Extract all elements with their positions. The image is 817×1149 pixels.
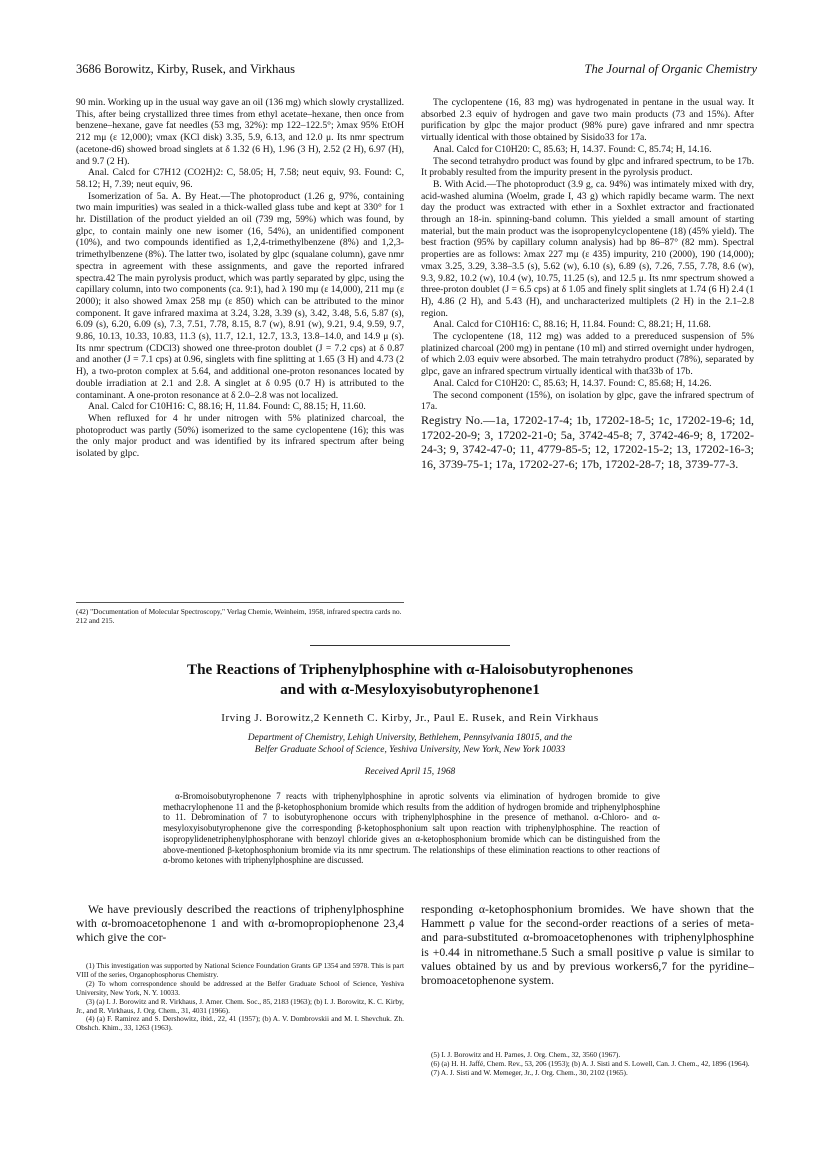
received-date: Received April 15, 1968	[364, 767, 456, 777]
paragraph: 90 min. Working up in the usual way gave an oil (136 mg) which slowly crystallized. This, after being crystallized three times from ethyl acetate–hexane, then once from benzene–hexane, gave fat needles (53 mg, 32%): mp 122–122.5°; λmax 95% EtOH 212 mμ (ε 12,000); νmax (KCl disk) 3.35, 5.9, 6.13, and 12.0 μ. Its nmr spectrum (acetone-d6) showed broad singlets at δ 1.32 (6 H), 1.96 (3 H), 2.52 (2 H), 6.97 (H), and 9.7 (2 H).	[76, 97, 404, 167]
page-number-and-authors: 3686 Borowitz, Kirby, Rusek, and Virkhaus	[76, 62, 296, 76]
paragraph: Isomerization of 5a. A. By Heat.—The photoproduct (1.26 g, 97%, containing two main impurities) was sealed in a thick-walled glass tube and kept at 330° for 1 hr. Distillation of the product yielded an oil (739 mg, 59%) which was found, by glpc, to contain mainly one new isomer (16, 54%), an unidentified component (10%), and two compounds identified as 1,2,4-trimethylbenzene (8%) and 1,2,3-trimethylbenzene (8%). The latter two, isolated by glpc (squalane column), gave nmr spectra in agreement with these assignments, and gave the reported infrared spectra.42 The main pyrolysis product, which was partly separated by glpc, using the capillary column, into two components (ca. 9:1), had λ 190 mμ (ε 14,000), 211 mμ (ε 2000); it also showed λmax 258 mμ (ε 850) which can be attributed to the minor component. It gave infrared maxima at 3.24, 3.28, 3.39 (s), 3.42, 3.48, 5.6, 5.87 (s), 6.09 (s), 6.20, 6.09 (s), 7.3, 7.51, 7.78, 8.15, 8.7 (w), 8.91 (w), 9.21, 9.4, 9.59, 9.7, 9.86, 10.13, 10.33, 10.83, 11.3 (s), 11.7, 12.1, 12.7, 13.3, 13.8–14.0, and 14.9 μ (s). Its nmr spectrum (CDCl3) showed one three-proton doublet (J = 7.2 cps) at δ 0.87 and another (J = 7.1 cps) at 0.96, singlets with fine splitting at 1.65 (3 H) and 4.73 (2 H), a two-proton complex at 5.64, and additional one-proton resonances located by double irradiation at 2.1 and 2.8. A singlet at δ 0.95 (0.7 H) is attributed to the contaminant. A one-proton resonance at δ 2.0–2.8 was not localized.	[76, 190, 404, 401]
affiliation-line-2: Belfer Graduate School of Science, Yeshiva University, New York, New York 10033	[254, 744, 566, 755]
paragraph: The cyclopentene (16, 83 mg) was hydrogenated in pentane in the usual way. It absorbed 2.3 equiv of hydrogen and gave two main products (73 and 15%). After purification by glpc the major product (98% pure) gave infrared and nmr spectra virtually identical with those obtained by Sisido33 for 17a.	[421, 97, 754, 144]
paragraph: The second component (15%), on isolation by glpc, gave the infrared spectrum of 17a.	[421, 389, 754, 413]
footnote-42: (42) "Documentation of Molecular Spectroscopy," Verlag Chemie, Weinheim, 1958, infrared spectra cards no. 212 and 215.	[76, 602, 404, 625]
footnote: (4) (a) F. Ramirez and S. Dershowitz, ibid., 22, 41 (1957); (b) A. V. Dombrovskii and M. I. Shevchuk. Zh. Obshch. Khim., 33, 1263 (1963).	[76, 1014, 404, 1033]
registry-numbers: Registry No.—1a, 17202-17-4; 1b, 17202-18-5; 1c, 17202-19-6; 1d, 17202-20-9; 3, 17202-21-0; 5a, 3742-45-8; 7, 3742-46-9; 8, 17202-24-3; 9, 3742-47-0; 11, 4779-85-5; 12, 17202-15-2; 13, 17202-16-3; 16, 3739-75-1; 17a, 17202-27-6; 17b, 17202-28-7; 18, 3739-77-3.	[421, 412, 754, 471]
footnote: (7) A. J. Sisti and W. Memeger, Jr., J. Org. Chem., 30, 2102 (1965).	[431, 1067, 628, 1077]
footnotes-right	[421, 1051, 754, 1078]
author-list: Irving J. Borowitz,2 Kenneth C. Kirby, Jr., Paul E. Rusek, and Rein Virkhaus	[221, 712, 599, 724]
section-divider	[310, 645, 510, 646]
body-text-right: responding α-ketophosphonium bromides. We have shown that the Hammett ρ value for the second-order reactions of a series of meta- and para-substituted α-bromoacetophenones with triphenylphosphine is +0.44 in nitromethane.5 Such a small positive ρ value is similar to values obtained by us and by previous workers6,7 for the pyridine–bromoacetophenone system.	[421, 903, 754, 988]
analysis-paragraph: Anal. Calcd for C10H20: C, 85.63; H, 14.37. Found: C, 85.68; H, 14.26.	[433, 377, 712, 389]
footnotes-left	[76, 962, 404, 1033]
footnote: (2) To whom correspondence should be addressed at the Belfer Graduate School of Science, Yeshiva University, New York, N. Y. 10033.	[76, 978, 404, 997]
analysis-paragraph: Anal. Calcd for C7H12 (CO2H)2: C, 58.05; H, 7.58; neut equiv, 93. Found: C, 58.12; H, 7.39; neut equiv, 96.	[76, 167, 404, 190]
left-column	[76, 97, 404, 460]
analysis-paragraph: Anal. Calcd for C10H16: C, 88.16; H, 11.84. Found: C, 88.21; H, 11.68.	[433, 319, 711, 331]
paragraph: The second tetrahydro product was found by glpc and infrared spectrum, to be 17b. It probably resulted from the impurity present in the pyrolysis product.	[421, 155, 754, 179]
footnote: (1) This investigation was supported by National Science Foundation Grants GP 1354 and 5978. This is part VIII of the series, Organophosphorus Chemistry.	[76, 961, 404, 979]
running-header	[76, 62, 757, 82]
footnote: (3) (a) I. J. Borowitz and R. Virkhaus, J. Amer. Chem. Soc., 85, 2183 (1963); (b) I. J. Borowitz, K. C. Kirby, Jr., and R. Virkhaus, J. Org. Chem., 31, 4031 (1966).	[76, 996, 404, 1015]
title-line-1: The Reactions of Triphenylphosphine with α-Haloisobutyrophenones	[186, 661, 634, 678]
footnote: (5) I. J. Borowitz and H. Parnes, J. Org. Chem., 32, 3560 (1967).	[431, 1050, 621, 1059]
affiliation	[120, 733, 700, 756]
article-title	[60, 660, 760, 700]
abstract: α-Bromoisobutyrophenone 7 reacts with triphenylphosphine in aprotic solvents via elimination of hydrogen bromide to give methacrylophenone 11 and the β-ketophosphonium bromide which results from the addition of hydrogen bromide and triphenylphosphine to 11. Debromination of 7 to isobutyrophenone occurs with triphenylphosphine in the presence of methanol. α-Chloro- and α-mesyloxyisobutyrophenone give the corresponding β-ketophosphonium salt upon reaction with triphenylphosphine. The reaction of isopropylidenetriphenylphosphorane with benzoyl chloride gives an α-ketophosphonium bromide which can be distinguished from the above-mentioned β-ketophosphonium bromide via its nmr spectrum. The relationships of these elimination reactions to other reactions of α-bromo ketones with triphenylphosphine are discussed.	[163, 791, 660, 866]
footnote: (6) (a) H. H. Jaffé, Chem. Rev., 53, 206 (1953); (b) A. J. Sisti and S. Lowell, Can. J. Chem., 42, 1896 (1964).	[431, 1058, 750, 1068]
analysis-paragraph: Anal. Calcd for C10H16: C, 88.16; H, 11.84. Found: C, 88.15; H, 11.60.	[88, 401, 366, 413]
right-column	[421, 97, 754, 471]
paragraph: B. With Acid.—The photoproduct (3.9 g, ca. 94%) was intimately mixed with dry, acid-washed alumina (Woelm, grade I, 43 g) which rapidly became warm. The next day the product was extracted with ether in a Soxhlet extractor and fractionated through an 18-in. spinning-band column. This yielded a small amount of starting material, but the main product was the isopropenylcyclopentene (18) (45% yield). The best fraction (95% by capillary column analysis) had bp 86–87° (82 mm). Spectral properties are as follows: λmax 227 mμ (ε 435) impurity, 210 (2000), 190 (14,000); νmax 3.25, 3.29, 3.38–3.5 (s), 5.62 (w), 6.10 (s), 6.89 (s), 7.26, 7.55, 7.78, 8.6 (w), 9.3, 9.82, 10.2 (w), 10.4 (w), 10.75, 11.25 (s), and 12.5 μ. Its nmr spectrum showed a three-proton doublet (J = 6.5 cps) at δ 1.05 and finely split singlets at 1.74 (6 H) 2.4 (1 H), 4.86 (2 H), and 5.43 (H), and uncharacterized multiplets (2 H) in the 2.1–2.8 region.	[421, 178, 754, 319]
body-text-left: We have previously described the reactions of triphenylphosphine with α-bromoacetophenone 1 and with α-bromopropiophenone 23,4 which give the cor-	[76, 903, 404, 945]
paragraph: The cyclopentene (18, 112 mg) was added to a prereduced suspension of 5% platinized charcoal (200 mg) in pentane (10 ml) and stirred overnight under hydrogen, of which 2.03 equiv were absorbed. The main tetrahydro product (78%), separated by glpc, gave an infrared spectrum virtually identical with that33b of 17b.	[421, 331, 754, 378]
title-line-2: and with α-Mesyloxyisobutyrophenone1	[280, 681, 540, 698]
journal-title: The Journal of Organic Chemistry	[584, 62, 757, 76]
affiliation-line-1: Department of Chemistry, Lehigh University, Bethlehem, Pennsylvania 18015, and the	[247, 733, 573, 743]
analysis-paragraph: Anal. Calcd for C10H20: C, 85.63; H, 14.37. Found: C, 85.74; H, 14.16.	[433, 143, 712, 155]
paragraph: When refluxed for 4 hr under nitrogen with 5% platinized charcoal, the photoproduct was partly (50%) isomerized to the same cyclopentene (16); this was the only major product and was identified by its infrared spectrum after being isolated by glpc.	[76, 412, 404, 460]
